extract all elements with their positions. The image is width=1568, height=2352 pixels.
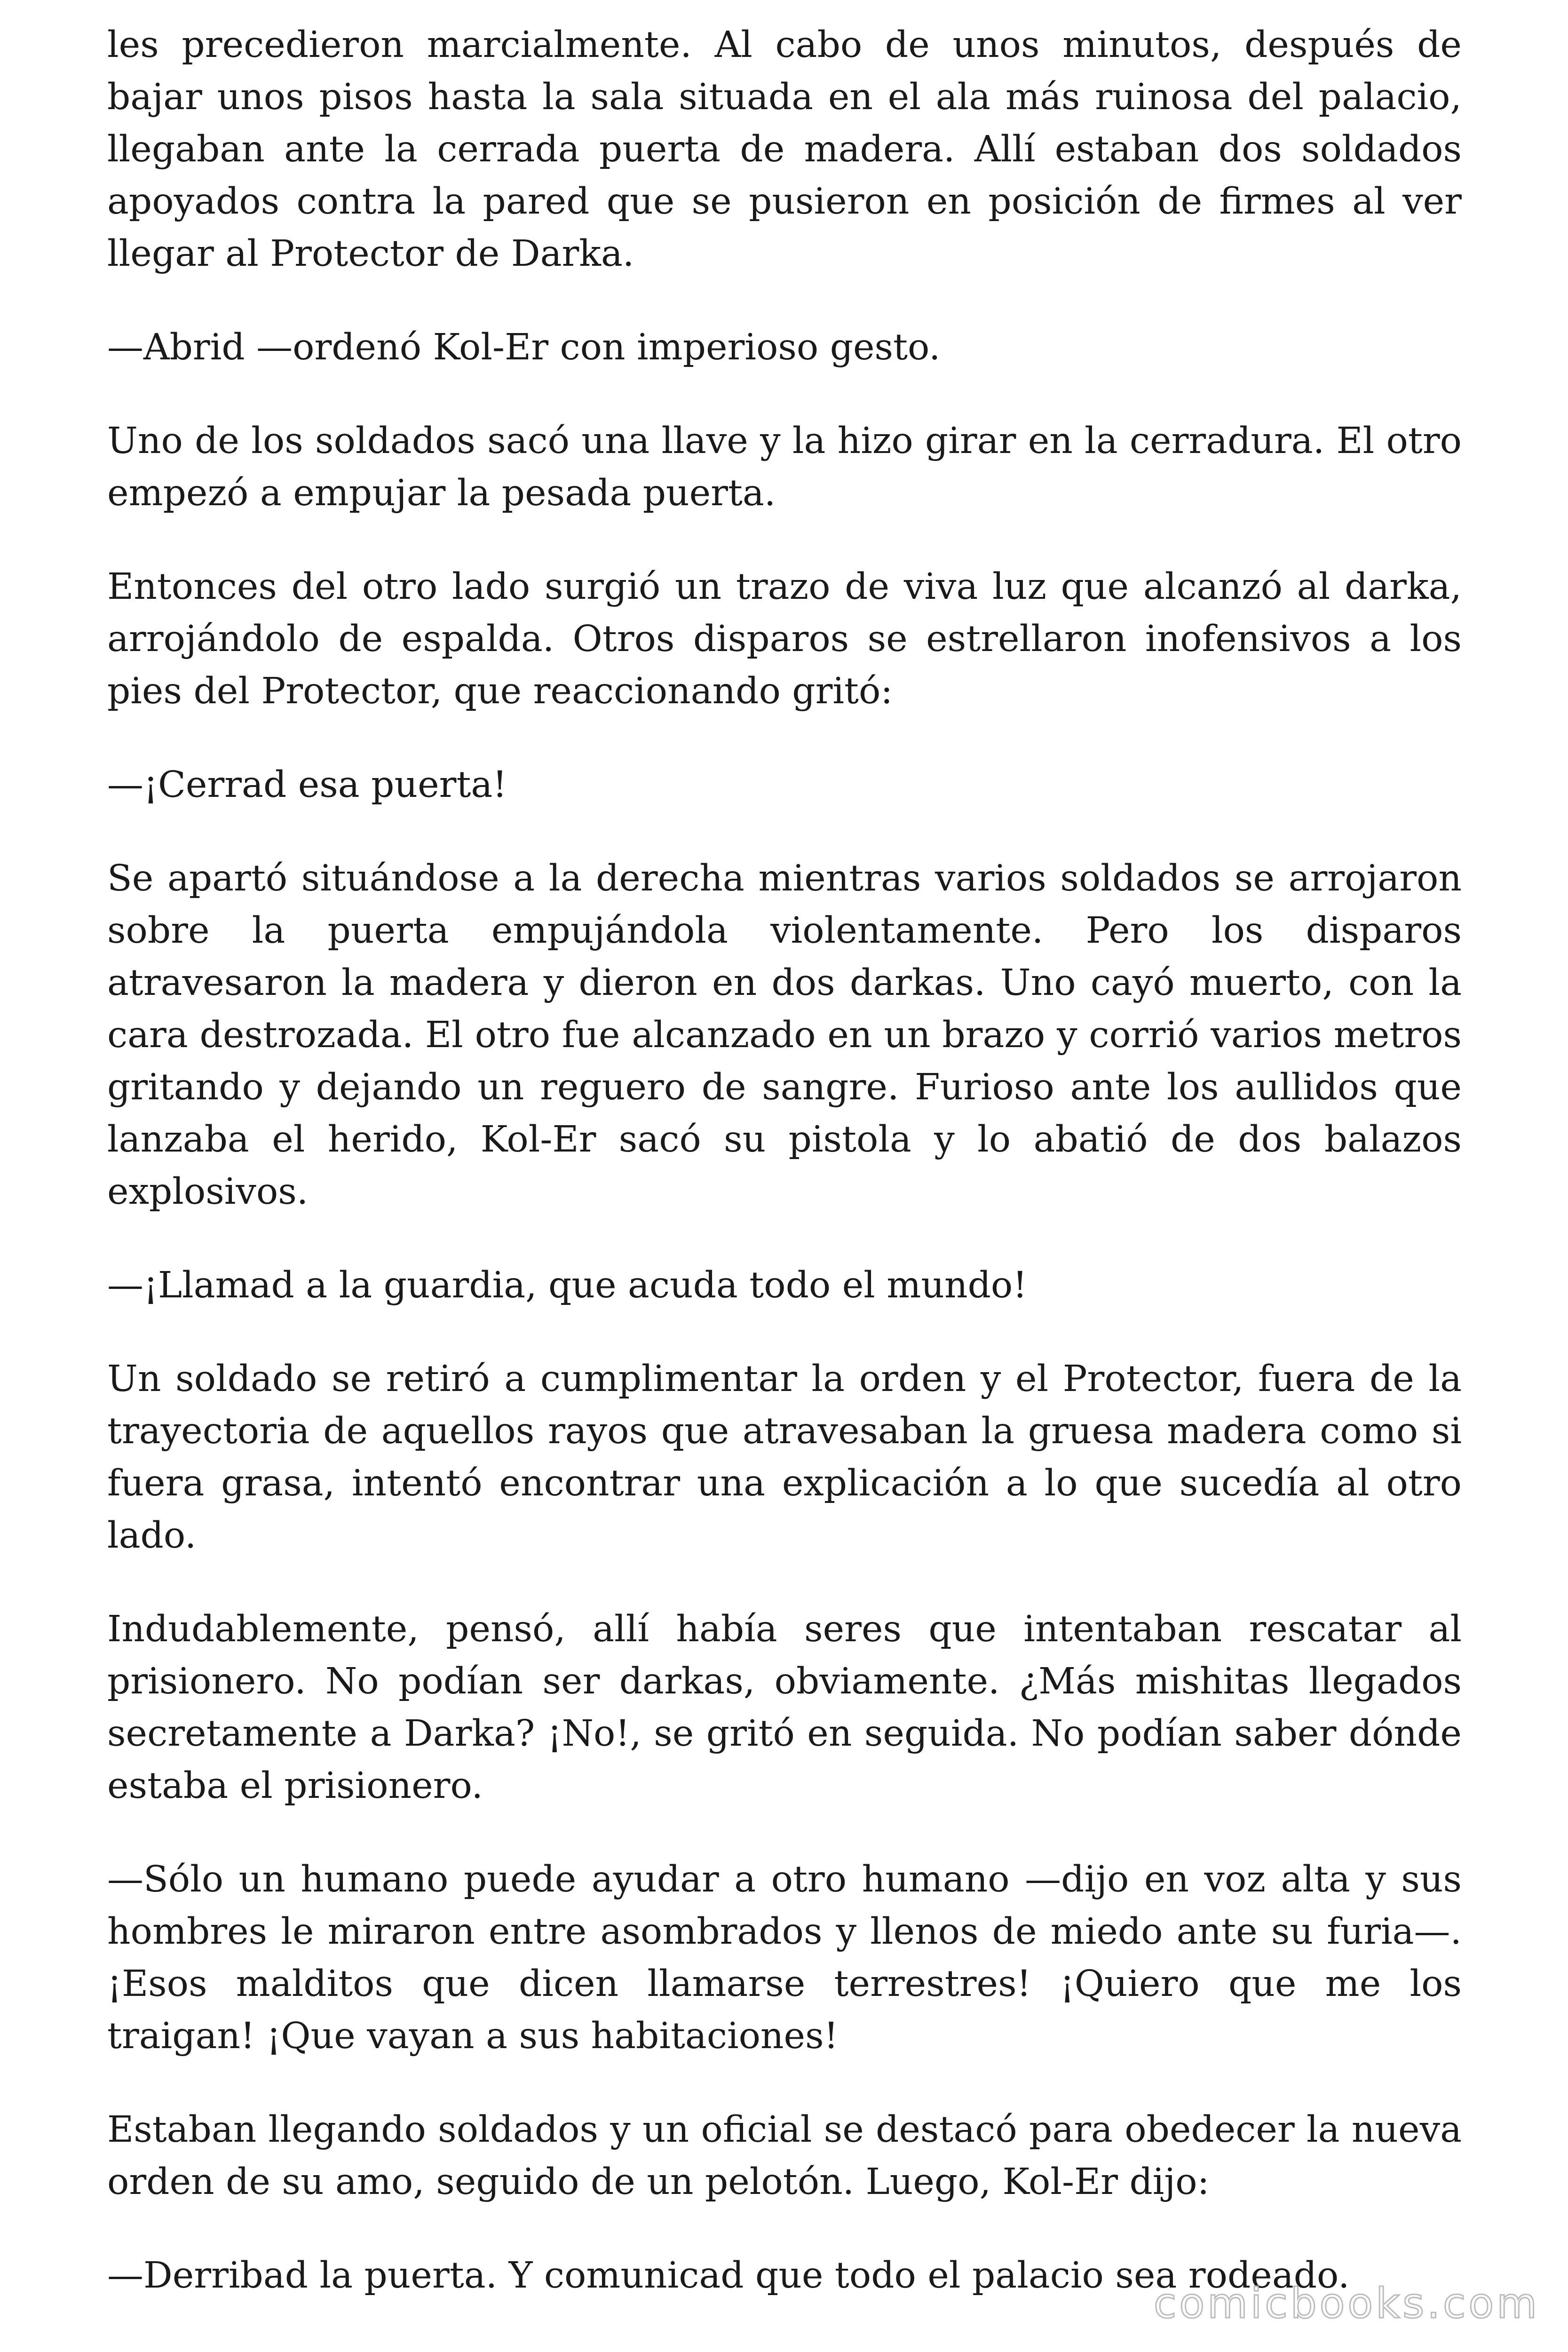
paragraph-6: Se apartó situándose a la derecha mientras varios soldados se arrojaron sobre la puerta empujándola violentamente. Pero los disparos atravesaron la madera y dieron en dos darkas. Uno cayó muerto, con la cara destrozada. El otro fue alcanzado en un brazo y corrió varios metros gritando y dejando un reguero de sangre. Furioso ante los aullidos que lanzaba el herido, Kol-Er sacó su pistola y lo abatió de dos balazos explosivos. xyxy=(107,858,1462,1213)
paragraph-9: Indudablemente, pensó, allí había seres que intentaban rescatar al prisionero. No podían ser darkas, obviamente. ¿Más mishitas llegados secretamente a Darka? ¡No!, se gritó en seguida. No podían saber dónde estaba el prisionero. xyxy=(107,1608,1462,1807)
book-page-text xyxy=(107,19,1462,2302)
paragraph-12: —Derribad la puerta. Y comunicad que todo el palacio sea rodeado. xyxy=(107,2255,1350,2296)
watermark-logo: comicbooks.com xyxy=(1153,2279,1540,2328)
paragraph-4: Entonces del otro lado surgió un trazo de viva luz que alcanzó al darka, arrojándolo de espalda. Otros disparos se estrellaron inofensivos a los pies del Protector, que reaccionando gritó: xyxy=(107,566,1462,712)
paragraph-8: Un soldado se retiró a cumplimentar la orden y el Protector, fuera de la trayectoria de aquellos rayos que atravesaban la gruesa madera como si fuera grasa, intentó encontrar una explicación a lo que sucedía al otro lado. xyxy=(107,1358,1462,1557)
paragraph-10: —Sólo un humano puede ayudar a otro humano —dijo en voz alta y sus hombres le miraron entre asombrados y llenos de miedo ante su furia—. ¡Esos malditos que dicen llamarse terrestres! ¡Quiero que me los traigan! ¡Que vayan a sus habitaciones! xyxy=(107,1859,1462,2057)
paragraph-5: —¡Cerrad esa puerta! xyxy=(107,764,507,806)
paragraph-11: Estaban llegando soldados y un oficial se destacó para obedecer la nueva orden de su amo, seguido de un pelotón. Luego, Kol-Er dijo: xyxy=(107,2109,1462,2203)
paragraph-1: les precedieron marcialmente. Al cabo de unos minutos, después de bajar unos pisos hasta la sala situada en el ala más ruinosa del palacio, llegaban ante la cerrada puerta de madera. Allí estaban dos soldados apoyados contra la pared que se pusieron en posición de firmes al ver llegar al Protector de Darka. xyxy=(107,24,1462,275)
paragraph-7: —¡Llamad a la guardia, que acuda todo el mundo! xyxy=(107,1264,1028,1306)
paragraph-2: —Abrid —ordenó Kol-Er con imperioso gesto. xyxy=(107,326,941,368)
paragraph-3: Uno de los soldados sacó una llave y la hizo girar en la cerradura. El otro empezó a empujar la pesada puerta. xyxy=(107,420,1462,514)
